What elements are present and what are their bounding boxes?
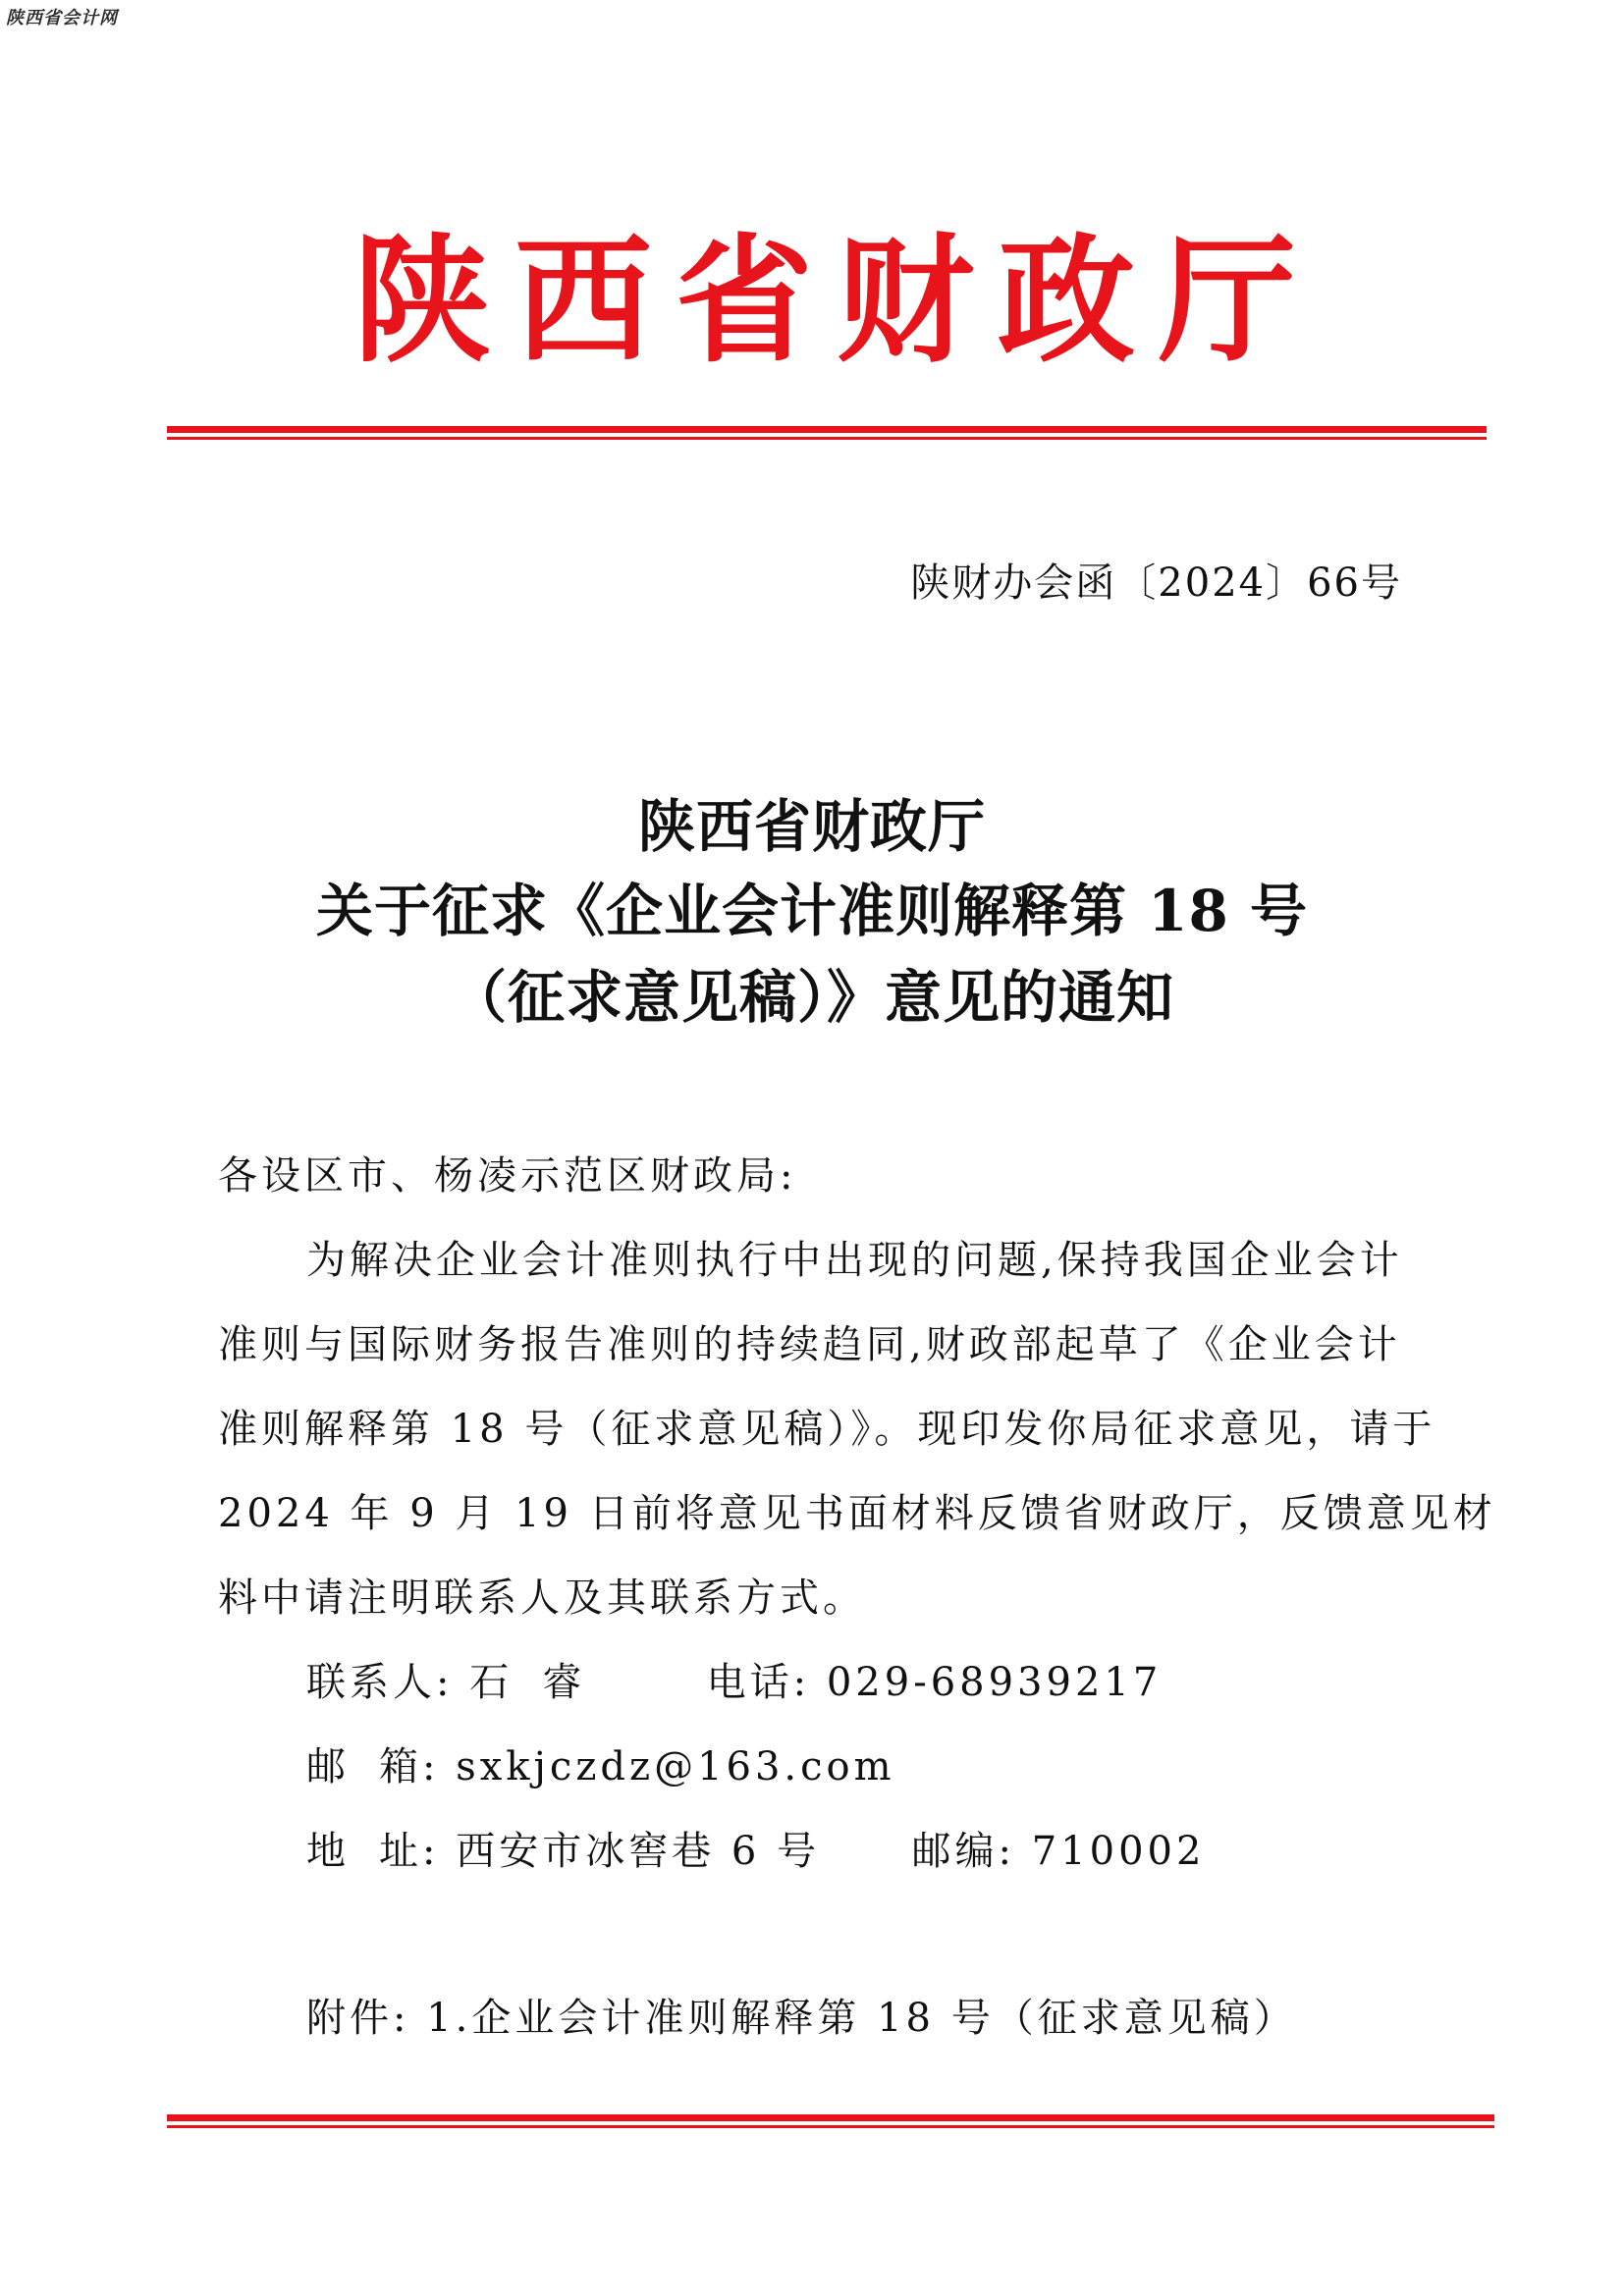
masthead-char: 省	[675, 221, 813, 382]
masthead-char: 厅	[1158, 221, 1296, 382]
addressee: 各设区市、杨凌示范区财政局:	[218, 1153, 797, 1199]
body-line-4: 2024 年 9 月 19 日前将意见书面材料反馈省财政厅，反馈意见材	[218, 1491, 1496, 1536]
red-rule-top-thick	[167, 426, 1487, 433]
masthead-char: 政	[997, 221, 1135, 382]
email-label-2: 箱:	[379, 1744, 440, 1789]
red-rule-bottom-thin	[167, 2125, 1494, 2128]
red-rule-top-thin	[167, 437, 1487, 440]
phone-number: 029-68939217	[826, 1660, 1163, 1705]
postcode-label: 邮编:	[911, 1829, 1016, 1874]
email-label-1: 邮	[306, 1744, 350, 1789]
contact-person-name-2: 睿	[542, 1660, 586, 1705]
masthead-char: 西	[514, 221, 652, 382]
phone-label: 电话:	[706, 1660, 811, 1705]
title-line-3: （征求意见稿）》意见的通知	[449, 964, 1174, 1031]
contact-person-name-1: 石	[469, 1660, 514, 1705]
postcode-value: 710002	[1031, 1829, 1206, 1874]
body-line-1: 为解决企业会计准则执行中出现的问题,保持我国企业会计	[306, 1238, 1403, 1283]
watermark-text: 陕西省会计网	[6, 8, 118, 28]
attachment-item: 1.企业会计准则解释第 18 号（征求意见稿）	[426, 1996, 1297, 2041]
masthead	[353, 218, 1296, 385]
contact-person-label: 联系人:	[306, 1660, 454, 1705]
title-line-1: 陕西省财政厅	[637, 793, 986, 860]
address-row	[306, 1824, 1205, 1879]
email-address: sxkjczdz@163.com	[456, 1744, 895, 1789]
masthead-char: 财	[836, 221, 974, 382]
red-rule-bottom-thick	[167, 2114, 1494, 2121]
title-line-2: 关于征求《企业会计准则解释第 18 号	[315, 878, 1309, 944]
address-label-2: 址:	[379, 1829, 440, 1874]
attachment-label: 附件:	[306, 1996, 410, 2041]
masthead-char: 陕	[353, 221, 492, 382]
document-number: 陕财办会函〔2024〕66号	[910, 561, 1402, 606]
attachment-row	[306, 1991, 1297, 2046]
email-row	[306, 1739, 895, 1794]
address-value: 西安市冰窖巷 6 号	[456, 1829, 821, 1874]
body-line-2: 准则与国际财务报告准则的持续趋同,财政部起草了《企业会计	[218, 1322, 1401, 1367]
contact-person-row	[306, 1655, 1162, 1710]
body-line-5: 料中请注明联系人及其联系方式。	[218, 1575, 866, 1621]
body-line-3: 准则解释第 18 号（征求意见稿）》。现印发你局征求意见，请于	[218, 1407, 1436, 1452]
address-label-1: 地	[306, 1829, 350, 1874]
